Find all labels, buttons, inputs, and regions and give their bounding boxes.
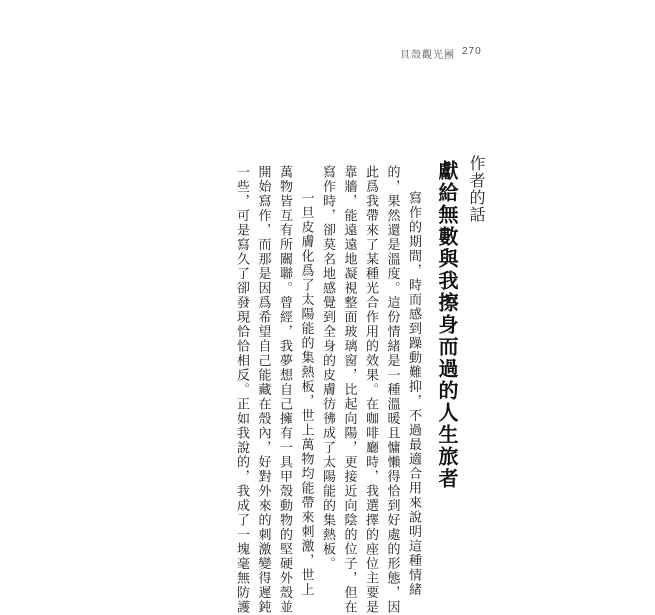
body-line: 萬物皆互有所關聯。曾經，我夢想自己擁有一具甲殼動物的堅硬外殼並 [277, 165, 292, 615]
body-line: 此爲我帶來了某種光合作用的效果。在咖啡廳時，我選擇的座位主要是 [363, 165, 378, 615]
running-header [400, 46, 600, 62]
body-line: 一些，可是寫久了卻發現恰恰相反。正如我說的，我成了一塊毫無防護 [234, 165, 249, 615]
running-title: 貝殼觀光團 [400, 50, 455, 61]
body-line: 的，果然還是溫度。這份情緒是一種溫暖且慵懶得恰到好處的形態，因 [384, 165, 400, 615]
body-line: 靠牆，能遠遠地凝視整面玻璃窗，比起向陽，更接近向陰的位子，但在 [341, 165, 357, 615]
body-line: 一旦皮膚化爲了太陽能的集熱板，世上萬物均能帶來刺激，世上 [298, 191, 314, 597]
body-line: 開始寫作，而那是因爲希望自己能藏在殼內，好對外來的刺激變得遲鈍 [255, 165, 271, 615]
body-line: 寫作時，卻莫名地感覺到全身的皮膚彷彿成了太陽能的集熱板。 [320, 165, 335, 571]
page-number: 270 [462, 46, 482, 57]
body-text [234, 165, 421, 615]
section-label: 作者的話 [467, 155, 486, 223]
chapter-title: 獻給無數與我擦身而過的人生旅者 [435, 160, 459, 490]
body-line: 寫作的期間，時而感到躁動難抑，不過最適合用來說明這種情緒 [406, 191, 421, 597]
